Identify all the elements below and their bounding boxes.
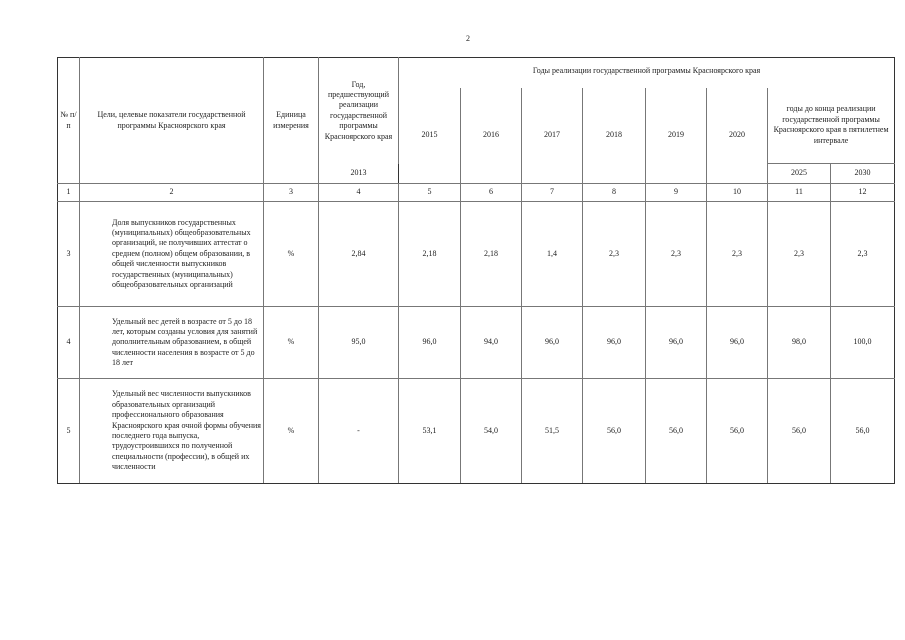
row-value: 53,1 <box>399 379 461 484</box>
row-unit: % <box>264 307 319 379</box>
row-value: 51,5 <box>522 379 583 484</box>
table-row <box>58 307 895 379</box>
row-value: 56,0 <box>831 379 895 484</box>
header-impl-years: Годы реализации государственной программы Красноярского края <box>399 58 895 88</box>
row-value: 96,0 <box>522 307 583 379</box>
header-prev-year-value: 2013 <box>319 164 399 184</box>
row-value: 100,0 <box>831 307 895 379</box>
header-year-2019: 2019 <box>646 88 707 184</box>
row-unit: % <box>264 379 319 484</box>
row-value: 56,0 <box>707 379 768 484</box>
row-value: 96,0 <box>583 307 646 379</box>
table-row <box>58 202 895 307</box>
row-value: 95,0 <box>319 307 399 379</box>
row-value: 2,3 <box>646 202 707 307</box>
row-value: 2,18 <box>399 202 461 307</box>
row-num: 5 <box>58 379 80 484</box>
header-num: № п/п <box>58 58 80 184</box>
column-number: 8 <box>583 184 646 202</box>
header-year-2018: 2018 <box>583 88 646 184</box>
column-number: 7 <box>522 184 583 202</box>
column-number: 5 <box>399 184 461 202</box>
header-five-year: годы до конца реализации государственной программы Красноярского края в пятилетнем интервале <box>768 88 895 164</box>
row-value: 2,3 <box>583 202 646 307</box>
row-value: 54,0 <box>461 379 522 484</box>
column-number: 6 <box>461 184 522 202</box>
column-number: 12 <box>831 184 895 202</box>
column-number: 11 <box>768 184 831 202</box>
header-year-2016: 2016 <box>461 88 522 184</box>
column-number: 2 <box>80 184 264 202</box>
row-unit: % <box>264 202 319 307</box>
column-number: 10 <box>707 184 768 202</box>
header-unit: Единица измерения <box>264 58 319 184</box>
row-value: 56,0 <box>646 379 707 484</box>
row-value: 56,0 <box>583 379 646 484</box>
row-value: 96,0 <box>646 307 707 379</box>
column-number: 9 <box>646 184 707 202</box>
row-num: 3 <box>58 202 80 307</box>
row-value: 96,0 <box>707 307 768 379</box>
column-number: 4 <box>319 184 399 202</box>
row-num: 4 <box>58 307 80 379</box>
row-value: - <box>319 379 399 484</box>
row-value: 2,3 <box>768 202 831 307</box>
column-number: 3 <box>264 184 319 202</box>
header-goals: Цели, целевые показатели государственной программы Красноярского края <box>80 58 264 184</box>
row-value: 2,3 <box>831 202 895 307</box>
row-desc: Доля выпускников государственных (муниципальных) общеобразовательных организаций, не получивших аттестат о среднем (полном) общем образовании, в общей численности выпускников государственных (муниципальных) общеобразовательных организаций <box>80 202 264 307</box>
row-value: 2,3 <box>707 202 768 307</box>
header-year-2025: 2025 <box>768 164 831 184</box>
header-year-2015: 2015 <box>399 88 461 184</box>
row-value: 2,18 <box>461 202 522 307</box>
row-desc: Удельный вес численности выпускников образовательных организаций профессионального образования Красноярского края очной формы обучения последнего года выпуска, трудоустроившихся по полученной специальности (профессии), в общей их численности <box>80 379 264 484</box>
header-year-2030: 2030 <box>831 164 895 184</box>
header-prev-year: Год, предшествующий реализации государственной программы Красноярского края <box>319 58 399 164</box>
row-value: 96,0 <box>399 307 461 379</box>
header-year-2020: 2020 <box>707 88 768 184</box>
table-row <box>58 379 895 484</box>
row-value: 98,0 <box>768 307 831 379</box>
row-value: 2,84 <box>319 202 399 307</box>
column-number-row <box>58 184 895 202</box>
row-desc: Удельный вес детей в возрасте от 5 до 18 лет, которым созданы условия для занятий дополнительным образованием, в общей численности населения в возрасте от 5 до 18 лет <box>80 307 264 379</box>
header-year-2017: 2017 <box>522 88 583 184</box>
row-value: 56,0 <box>768 379 831 484</box>
column-number: 1 <box>58 184 80 202</box>
indicators-table <box>57 57 895 484</box>
row-value: 1,4 <box>522 202 583 307</box>
page-number: 2 <box>466 34 470 43</box>
row-value: 94,0 <box>461 307 522 379</box>
